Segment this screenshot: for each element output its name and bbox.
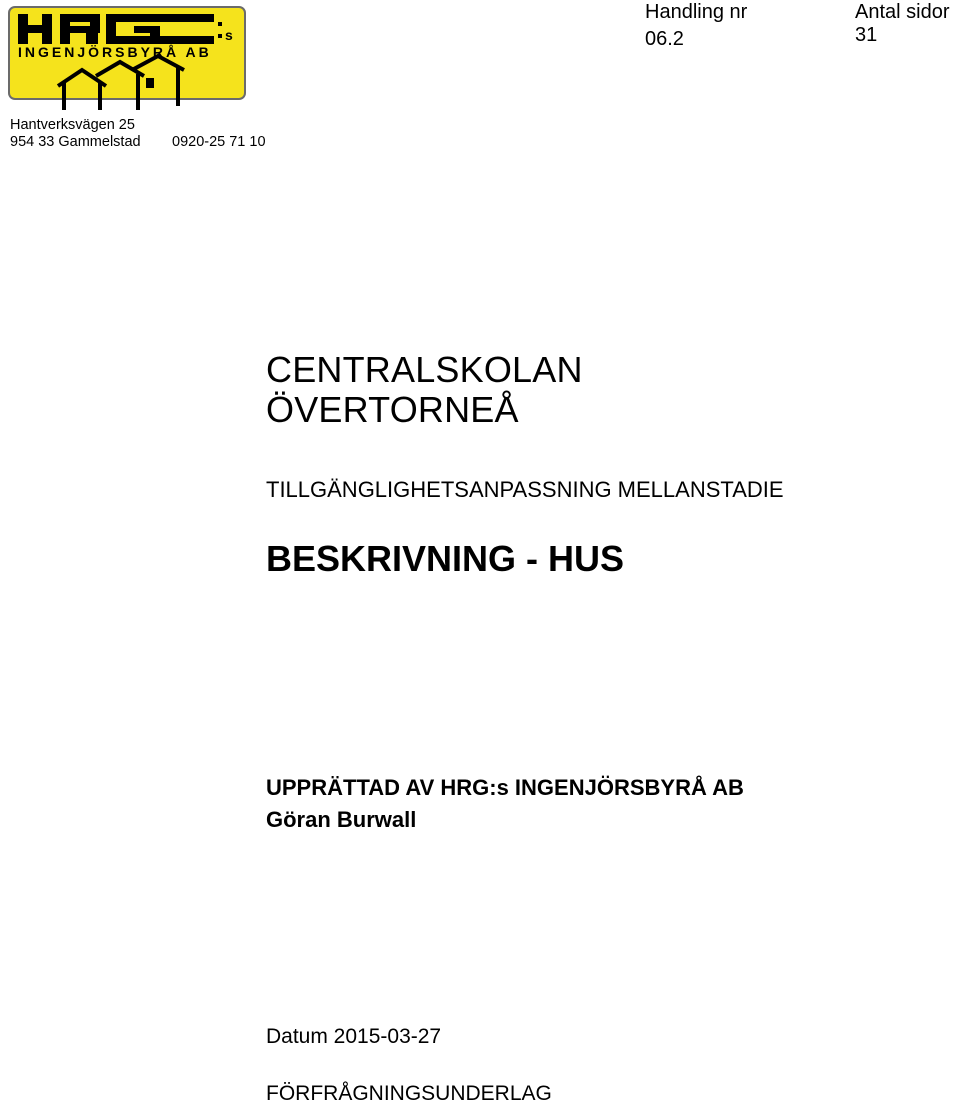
document-heading: BESKRIVNING - HUS — [266, 538, 625, 579]
handling-label: Handling nr — [645, 1, 748, 23]
document-location: ÖVERTORNEÅ — [266, 389, 519, 430]
pages-label: Antal sidor — [855, 1, 950, 23]
handling-value: 06.2 — [645, 28, 684, 50]
document-date: Datum 2015-03-27 — [266, 1025, 442, 1048]
author-name: Göran Burwall — [266, 807, 417, 832]
document-subtitle: TILLGÄNGLIGHETSANPASSNING MELLANSTADIE — [266, 477, 784, 502]
document-title: CENTRALSKOLAN — [266, 349, 583, 390]
document-status: FÖRFRÅGNINGSUNDERLAG — [266, 1082, 552, 1105]
address-postal: 954 33 Gammelstad — [10, 134, 141, 150]
pages-value: 31 — [855, 24, 878, 46]
prepared-by: UPPRÄTTAD AV HRG:s INGENJÖRSBYRÅ AB — [266, 775, 744, 800]
logo-suffix: s — [225, 27, 233, 43]
company-logo — [8, 6, 246, 112]
phone-number: 0920-25 71 10 — [172, 134, 266, 150]
address-street: Hantverksvägen 25 — [10, 117, 135, 133]
logo-subtitle: INGENJÖRSBYRÅ AB — [18, 44, 212, 60]
